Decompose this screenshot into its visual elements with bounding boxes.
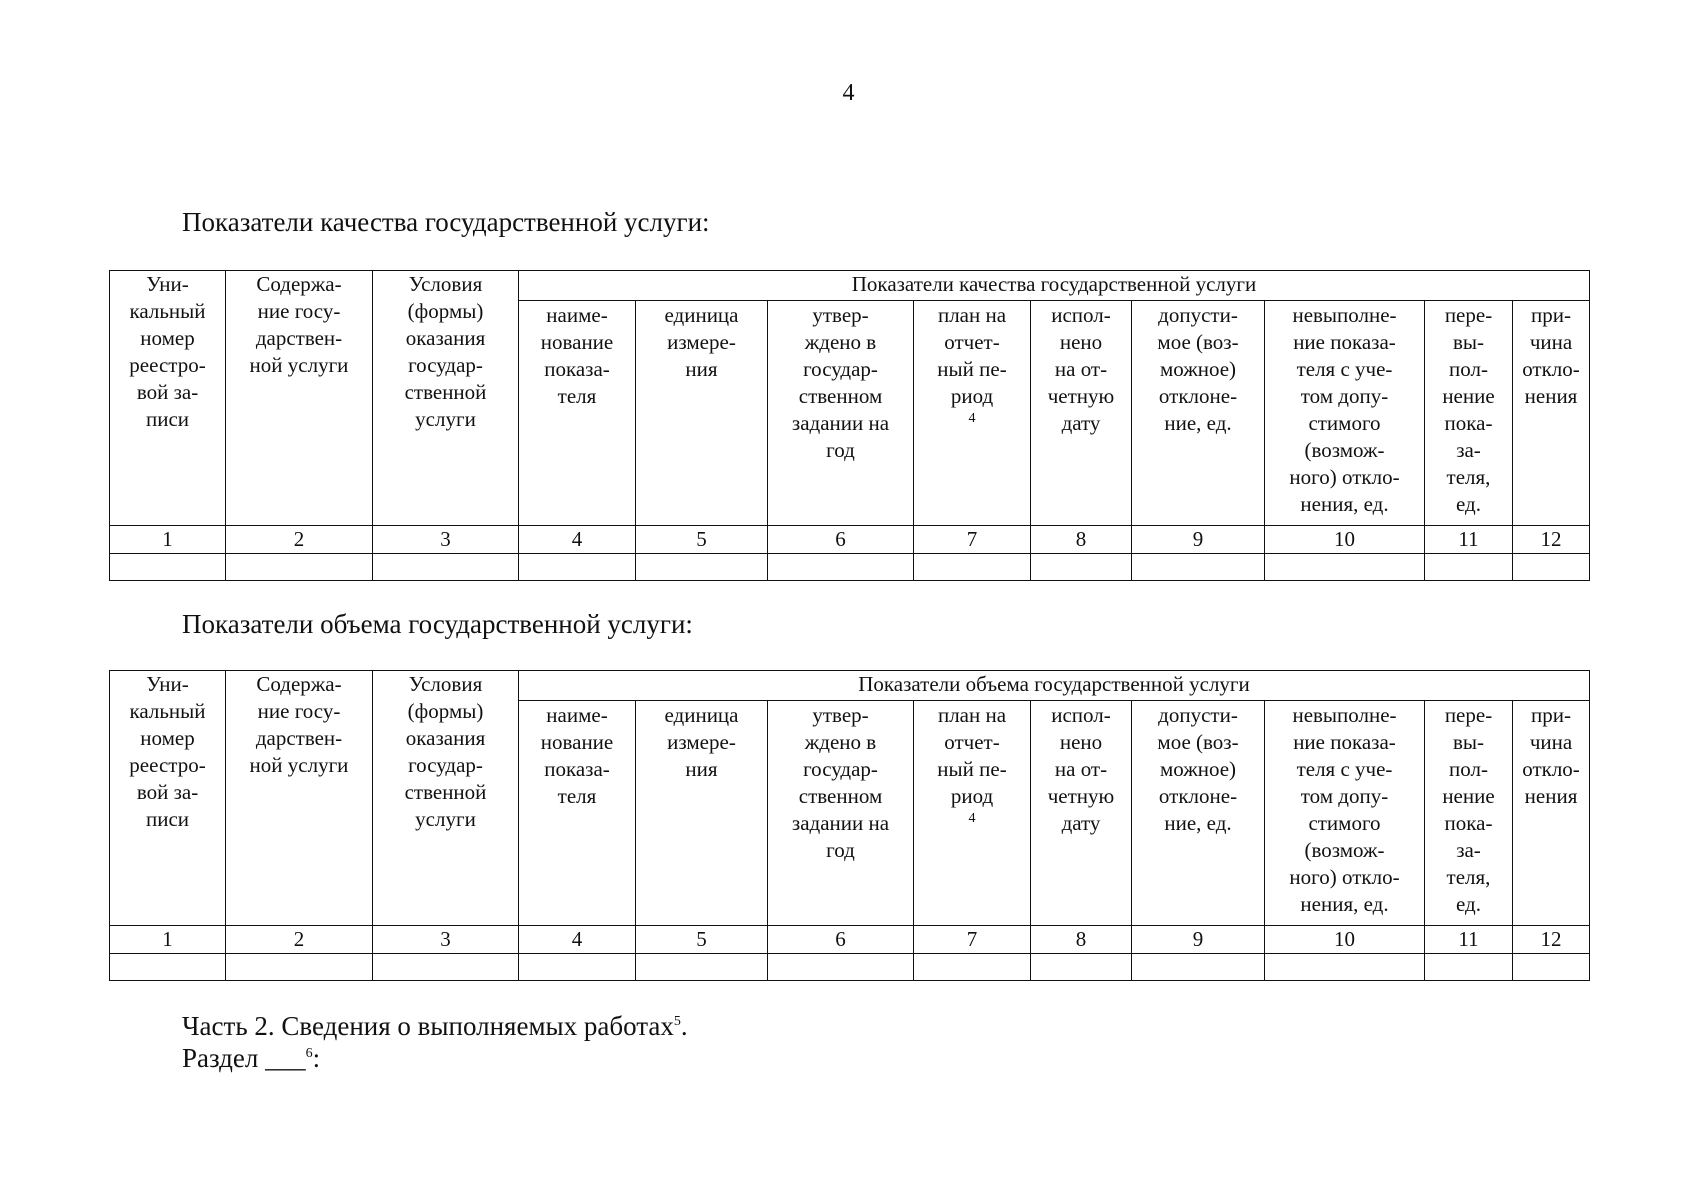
empty-data-row xyxy=(110,554,1590,581)
header-non-fulfillment: невыполне- ние показа- теля с уче- том допу- стимого (возмож- ного) откло- нения, ед. xyxy=(1265,701,1425,926)
header-unit: единица измере- ния xyxy=(636,301,768,526)
empty-cell xyxy=(636,954,768,981)
header-unit: единица измере- ния xyxy=(636,701,768,926)
empty-cell xyxy=(373,954,519,981)
quality-group-header: Показатели качества государственной услуги xyxy=(519,271,1590,301)
empty-data-row xyxy=(110,954,1590,981)
empty-cell xyxy=(1425,954,1513,981)
empty-cell xyxy=(1425,554,1513,581)
header-service-content: Содержа- ние госу- дарствен- ной услуги xyxy=(226,271,373,526)
column-number: 1 xyxy=(110,926,226,954)
empty-cell xyxy=(768,954,914,981)
header-executed: испол- нено на от- четную дату xyxy=(1031,301,1132,526)
empty-cell xyxy=(110,954,226,981)
header-service-content: Содержа- ние госу- дарствен- ной услуги xyxy=(226,671,373,926)
empty-cell xyxy=(914,954,1031,981)
empty-cell xyxy=(1031,554,1132,581)
empty-cell xyxy=(768,554,914,581)
column-number: 11 xyxy=(1425,526,1513,554)
header-non-fulfillment: невыполне- ние показа- теля с уче- том допу- стимого (возмож- ного) откло- нения, ед. xyxy=(1265,301,1425,526)
column-number: 7 xyxy=(914,926,1031,954)
empty-cell xyxy=(636,554,768,581)
part-two-heading xyxy=(182,1010,688,1074)
column-number: 4 xyxy=(519,926,636,954)
empty-cell xyxy=(1132,954,1265,981)
column-number: 6 xyxy=(768,926,914,954)
column-number: 8 xyxy=(1031,526,1132,554)
column-number: 2 xyxy=(226,926,373,954)
quality-indicators-table xyxy=(109,270,1590,581)
empty-cell xyxy=(1265,554,1425,581)
column-number: 10 xyxy=(1265,526,1425,554)
empty-cell xyxy=(519,554,636,581)
empty-cell xyxy=(1513,554,1590,581)
header-unique-number: Уни- кальный номер реестро- вой за- писи xyxy=(110,271,226,526)
column-number: 3 xyxy=(373,926,519,954)
column-number: 7 xyxy=(914,526,1031,554)
header-over-fulfillment: пере- вы- пол- нение пока- за- теля, ед. xyxy=(1425,701,1513,926)
volume-group-header: Показатели объема государственной услуги xyxy=(519,671,1590,701)
header-service-conditions: Условия (формы) оказания государ- ственной услуги xyxy=(373,271,519,526)
header-deviation-reason: при- чина откло- нения xyxy=(1513,701,1590,926)
empty-cell xyxy=(1031,954,1132,981)
header-plan-period: план на отчет- ный пе- риод $^4$ xyxy=(914,301,1031,526)
empty-cell xyxy=(1513,954,1590,981)
header-over-fulfillment: пере- вы- пол- нение пока- за- теля, ед. xyxy=(1425,301,1513,526)
header-deviation-reason: при- чина откло- нения xyxy=(1513,301,1590,526)
empty-cell xyxy=(226,554,373,581)
column-numbers-row xyxy=(110,926,1590,954)
column-number: 9 xyxy=(1132,526,1265,554)
empty-cell xyxy=(1265,954,1425,981)
header-allowed-deviation: допусти- мое (воз- можное) отклоне- ние, ед. xyxy=(1132,701,1265,926)
volume-section-title: Показатели объема государственной услуги: xyxy=(182,609,693,639)
header-service-conditions: Условия (формы) оказания государ- ственной услуги xyxy=(373,671,519,926)
page-number: 4 xyxy=(842,80,855,106)
header-approved-year: утвер- ждено в государ- ственном задании на год xyxy=(768,301,914,526)
header-plan-period: план на отчет- ный пе- риод $^4$ xyxy=(914,701,1031,926)
column-number: 12 xyxy=(1513,526,1590,554)
column-number: 11 xyxy=(1425,926,1513,954)
column-number: 4 xyxy=(519,526,636,554)
empty-cell xyxy=(373,554,519,581)
quality-section-title: Показатели качества государственной услуги: xyxy=(182,207,710,237)
header-indicator-name: наиме- нование показа- теля xyxy=(519,701,636,926)
column-number: 1 xyxy=(110,526,226,554)
empty-cell xyxy=(226,954,373,981)
empty-cell xyxy=(110,554,226,581)
column-number: 6 xyxy=(768,526,914,554)
volume-indicators-table xyxy=(109,670,1590,981)
empty-cell xyxy=(519,954,636,981)
header-approved-year: утвер- ждено в государ- ственном задании на год xyxy=(768,701,914,926)
column-number: 3 xyxy=(373,526,519,554)
column-numbers-row xyxy=(110,526,1590,554)
column-number: 5 xyxy=(636,526,768,554)
column-number: 12 xyxy=(1513,926,1590,954)
column-number: 5 xyxy=(636,926,768,954)
column-number: 10 xyxy=(1265,926,1425,954)
empty-cell xyxy=(1132,554,1265,581)
section-line: Раздел ___$^6$: xyxy=(182,1043,321,1073)
header-indicator-name: наиме- нование показа- теля xyxy=(519,301,636,526)
column-number: 8 xyxy=(1031,926,1132,954)
header-executed: испол- нено на от- четную дату xyxy=(1031,701,1132,926)
part-two-line: Часть 2. Сведения о выполняемых работах$^5$. xyxy=(182,1011,688,1041)
column-number: 9 xyxy=(1132,926,1265,954)
column-number: 2 xyxy=(226,526,373,554)
header-unique-number: Уни- кальный номер реестро- вой за- писи xyxy=(110,671,226,926)
header-allowed-deviation: допусти- мое (воз- можное) отклоне- ние, ед. xyxy=(1132,301,1265,526)
empty-cell xyxy=(914,554,1031,581)
